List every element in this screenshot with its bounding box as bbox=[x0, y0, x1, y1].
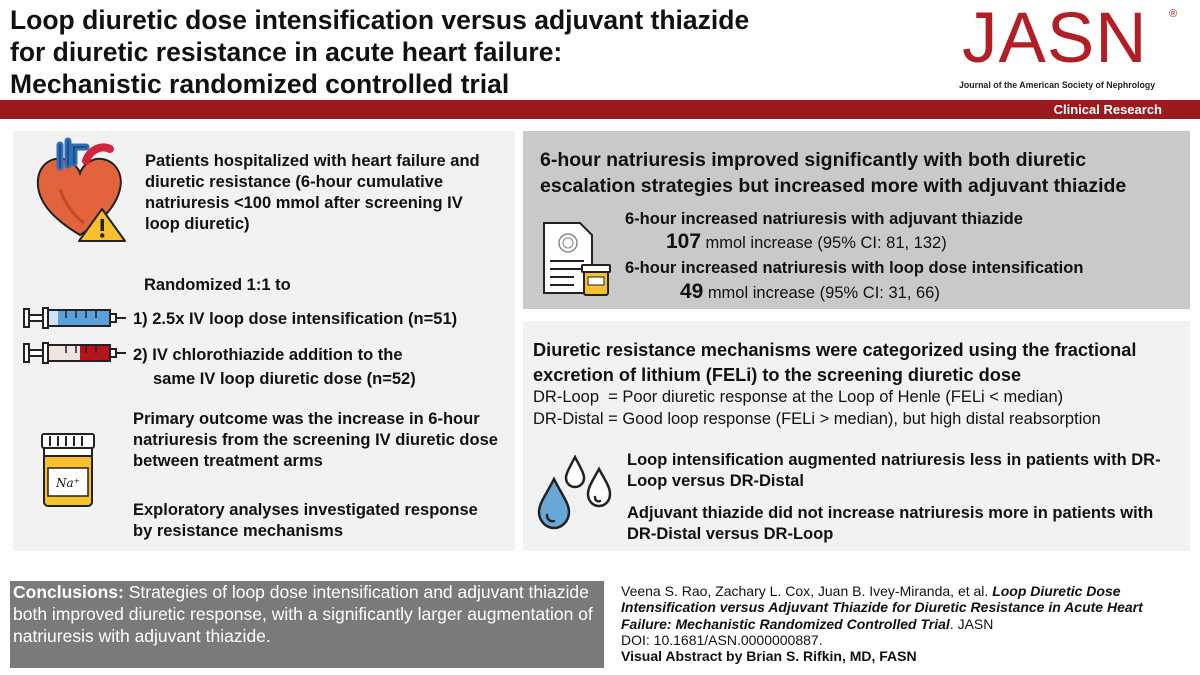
thiazide-value: 107 bbox=[666, 230, 702, 253]
syringe-red-icon bbox=[22, 341, 127, 365]
lab-report-icon bbox=[540, 219, 612, 297]
syringe-blue-icon bbox=[22, 306, 127, 330]
loop-ci: mmol increase (95% CI: 31, 66) bbox=[707, 284, 940, 302]
abstract-by: Visual Abstract by Brian S. Rifkin, MD, FASN bbox=[621, 648, 917, 665]
results-headline: 6-hour natriuresis improved significantly with both diuretic escalation strategies but increased more with adjuvant thiazide bbox=[540, 149, 1127, 197]
page-title bbox=[10, 4, 810, 100]
thiazide-ci: mmol increase (95% CI: 81, 132) bbox=[705, 234, 947, 252]
citation-doi: DOI: 10.1681/ASN.0000000887. bbox=[621, 631, 823, 648]
urine-cup-icon bbox=[36, 430, 100, 510]
drloop-definition: DR-Loop = Poor diuretic response at the Loop of Henle (FELi < median) bbox=[533, 388, 1064, 406]
conclusions-label: Conclusions: bbox=[13, 582, 124, 602]
finding-adjuvant-thiazide: Adjuvant thiazide did not increase natriuresis more in patients with DR-Distal versus DR-Loop bbox=[627, 504, 1154, 543]
loop-label: 6-hour increased natriuresis with loop dose intensification bbox=[625, 259, 1084, 277]
arm2-line2: same IV loop diuretic dose (n=52) bbox=[153, 370, 416, 388]
arm2-line1: 2) IV chlorothiazide addition to the bbox=[133, 346, 403, 364]
randomized-text: Randomized 1:1 to bbox=[144, 276, 291, 294]
conclusions-box bbox=[10, 581, 604, 668]
logo-text: JASN bbox=[962, 0, 1148, 78]
mechanisms-headline: Diuretic resistance mechanisms were categorized using the fractional excretion of lithium (FELi) to the screening diuretic dose bbox=[533, 340, 1137, 385]
exploratory-text: Exploratory analyses investigated response by resistance mechanisms bbox=[133, 501, 478, 540]
na-label: Na⁺ bbox=[56, 476, 80, 490]
logo-registered: ® bbox=[1169, 8, 1178, 20]
arm1-text: 1) 2.5x IV loop dose intensification (n=51) bbox=[133, 310, 458, 328]
citation-title: Loop Diuretic Dose Intensification versus Adjuvant Thiazide for Diuretic Resistance in Acute Heart Failure: Mechanistic Randomized Controlled Trial bbox=[621, 583, 1147, 632]
logo-subtitle: Journal of the American Society of Nephrology bbox=[959, 80, 1156, 90]
conclusions-text: Strategies of loop dose intensification and adjuvant thiazide both improved diuretic response, with a significantly larger augmentation of natriuresis with adjuvant thiazide. bbox=[13, 582, 593, 646]
citation-journal: . JASN bbox=[949, 615, 994, 632]
loop-value: 49 bbox=[680, 280, 704, 303]
finding-loop-intensification: Loop intensification augmented natriuresis less in patients with DR-Loop versus DR-Distal bbox=[627, 451, 1161, 490]
loop-result bbox=[680, 280, 940, 304]
thiazide-result bbox=[666, 230, 947, 254]
drdistal-definition: DR-Distal = Good loop response (FELi > median), but high distal reabsorption bbox=[533, 410, 1101, 428]
title-line-3: Mechanistic randomized controlled trial bbox=[10, 69, 510, 99]
water-drops-icon bbox=[535, 455, 615, 535]
title-line-2: for diuretic resistance in acute heart failure: bbox=[10, 37, 563, 67]
heart-warning-icon bbox=[30, 137, 130, 245]
jasn-logo bbox=[959, 0, 1182, 97]
header-bar bbox=[0, 100, 1200, 119]
primary-outcome-text: Primary outcome was the increase in 6-hour natriuresis from the screening IV diuretic dose between treatment arms bbox=[133, 410, 498, 470]
title-line-1: Loop diuretic dose intensification versus adjuvant thiazide bbox=[10, 5, 750, 35]
population-text: Patients hospitalized with heart failure and diuretic resistance (6-hour cumulative natriuresis <100 mmol after screening IV loop diuretic) bbox=[145, 152, 480, 233]
category-label: Clinical Research bbox=[1053, 102, 1162, 117]
citation bbox=[621, 583, 1191, 664]
thiazide-label: 6-hour increased natriuresis with adjuvant thiazide bbox=[625, 210, 1023, 228]
citation-authors: Veena S. Rao, Zachary L. Cox, Juan B. Ivey-Miranda, et al. bbox=[621, 583, 993, 599]
